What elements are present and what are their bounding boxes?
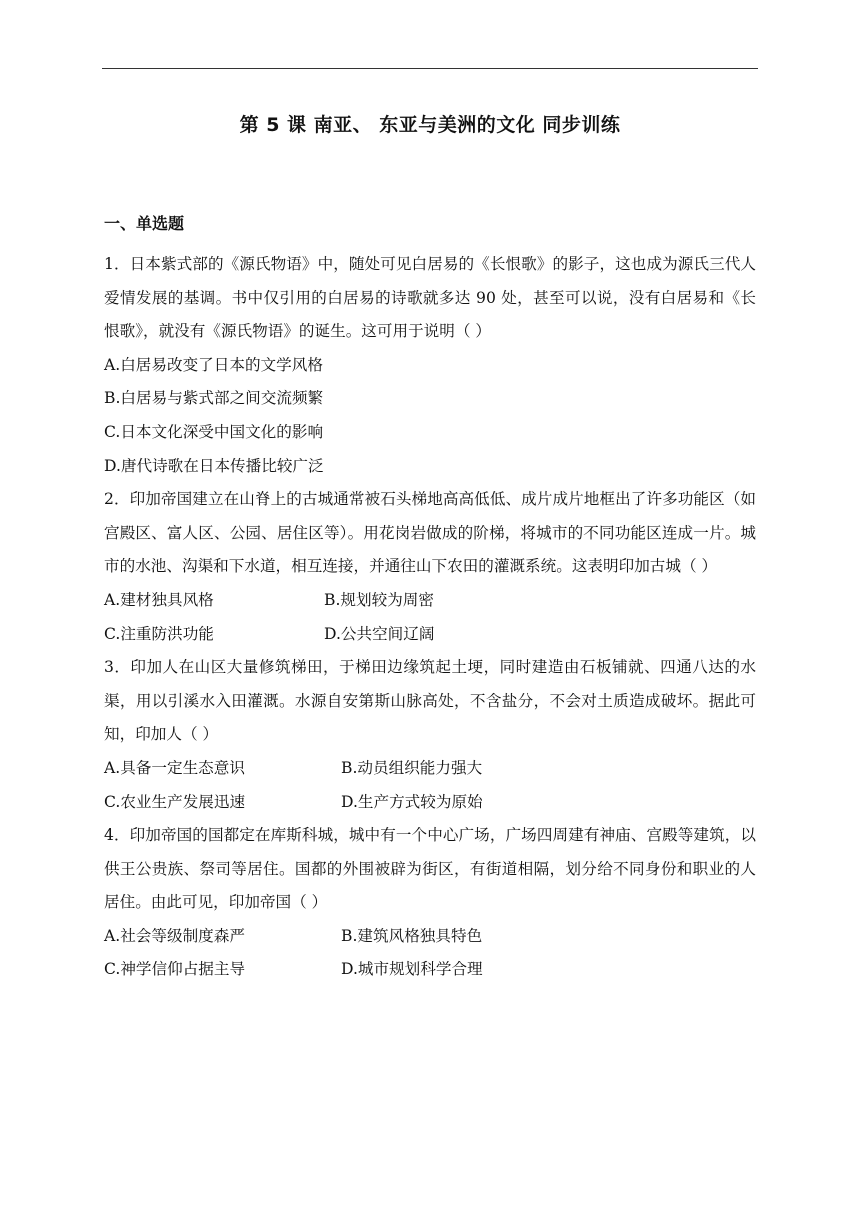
option-b: B.建筑风格独具特色: [341, 926, 483, 945]
question-stem: 1．日本紫式部的《源氏物语》中，随处可见白居易的《长恨歌》的影子，这也成为源氏三代人爱情发展的基调。书中仅引用的白居易的诗歌就多达 90 处，甚至可以说，没有白居易和《长恨歌》，就没有《源氏物语》的诞生。这可用于说明（ ）: [104, 255, 756, 341]
option-row: [104, 953, 756, 987]
question-4: [104, 819, 756, 987]
option-row: [104, 618, 756, 652]
document-title: 第 5 课 南亚、 东亚与美洲的文化 同步训练: [239, 114, 621, 136]
option-a: A.社会等级制度森严: [104, 926, 245, 945]
section-heading: 一、单选题: [104, 214, 185, 233]
question-3: [104, 651, 756, 819]
option-c: C.注重防洪功能: [104, 624, 214, 643]
option-b: B.规划较为周密: [324, 590, 434, 609]
option-b: B.动员组织能力强大: [341, 758, 483, 777]
option-c: C.农业生产发展迅速: [104, 792, 246, 811]
question-stem: 2．印加帝国建立在山脊上的古城通常被石头梯地高高低低、成片成片地框出了许多功能区（如宫殿区、富人区、公园、居住区等）。用花岗岩做成的阶梯，将城市的不同功能区连成一片。城市的水池、沟渠和下水道，相互连接，并通往山下农田的灌溉系统。这表明印加古城（ ）: [104, 490, 756, 576]
option-row: [104, 584, 756, 618]
option-row: [104, 752, 756, 786]
option-d: D.公共空间辽阔: [324, 624, 435, 643]
option-c: C.神学信仰占据主导: [104, 960, 246, 979]
option-d: D.唐代诗歌在日本传播比较广泛: [104, 456, 324, 475]
question-list: [104, 248, 756, 987]
option-d: D.城市规划科学合理: [341, 960, 483, 979]
option-a: A.建材独具风格: [104, 590, 214, 609]
question-stem: 3．印加人在山区大量修筑梯田，于梯田边缘筑起土埂，同时建造由石板铺就、四通八达的水渠，用以引溪水入田灌溉。水源自安第斯山脉高处，不含盐分，不会对土质造成破坏。据此可知，印加人（ ）: [104, 658, 756, 744]
option-a: A.白居易改变了日本的文学风格: [104, 355, 323, 374]
question-stem: 4．印加帝国的国都定在库斯科城，城中有一个中心广场，广场四周建有神庙、宫殿等建筑，以供王公贵族、祭司等居住。国都的外围被辟为街区，有街道相隔，划分给不同身份和职业的人居住。由此可见，印加帝国（ ）: [104, 826, 756, 912]
option-b: B.白居易与紫式部之间交流频繁: [104, 389, 324, 408]
question-2: [104, 483, 756, 651]
option-a: A.具备一定生态意识: [104, 758, 245, 777]
question-1: [104, 248, 756, 483]
option-row: [104, 920, 756, 954]
header-rule: [102, 68, 758, 69]
option-row: [104, 786, 756, 820]
option-d: D.生产方式较为原始: [341, 792, 483, 811]
option-c: C.日本文化深受中国文化的影响: [104, 422, 324, 441]
